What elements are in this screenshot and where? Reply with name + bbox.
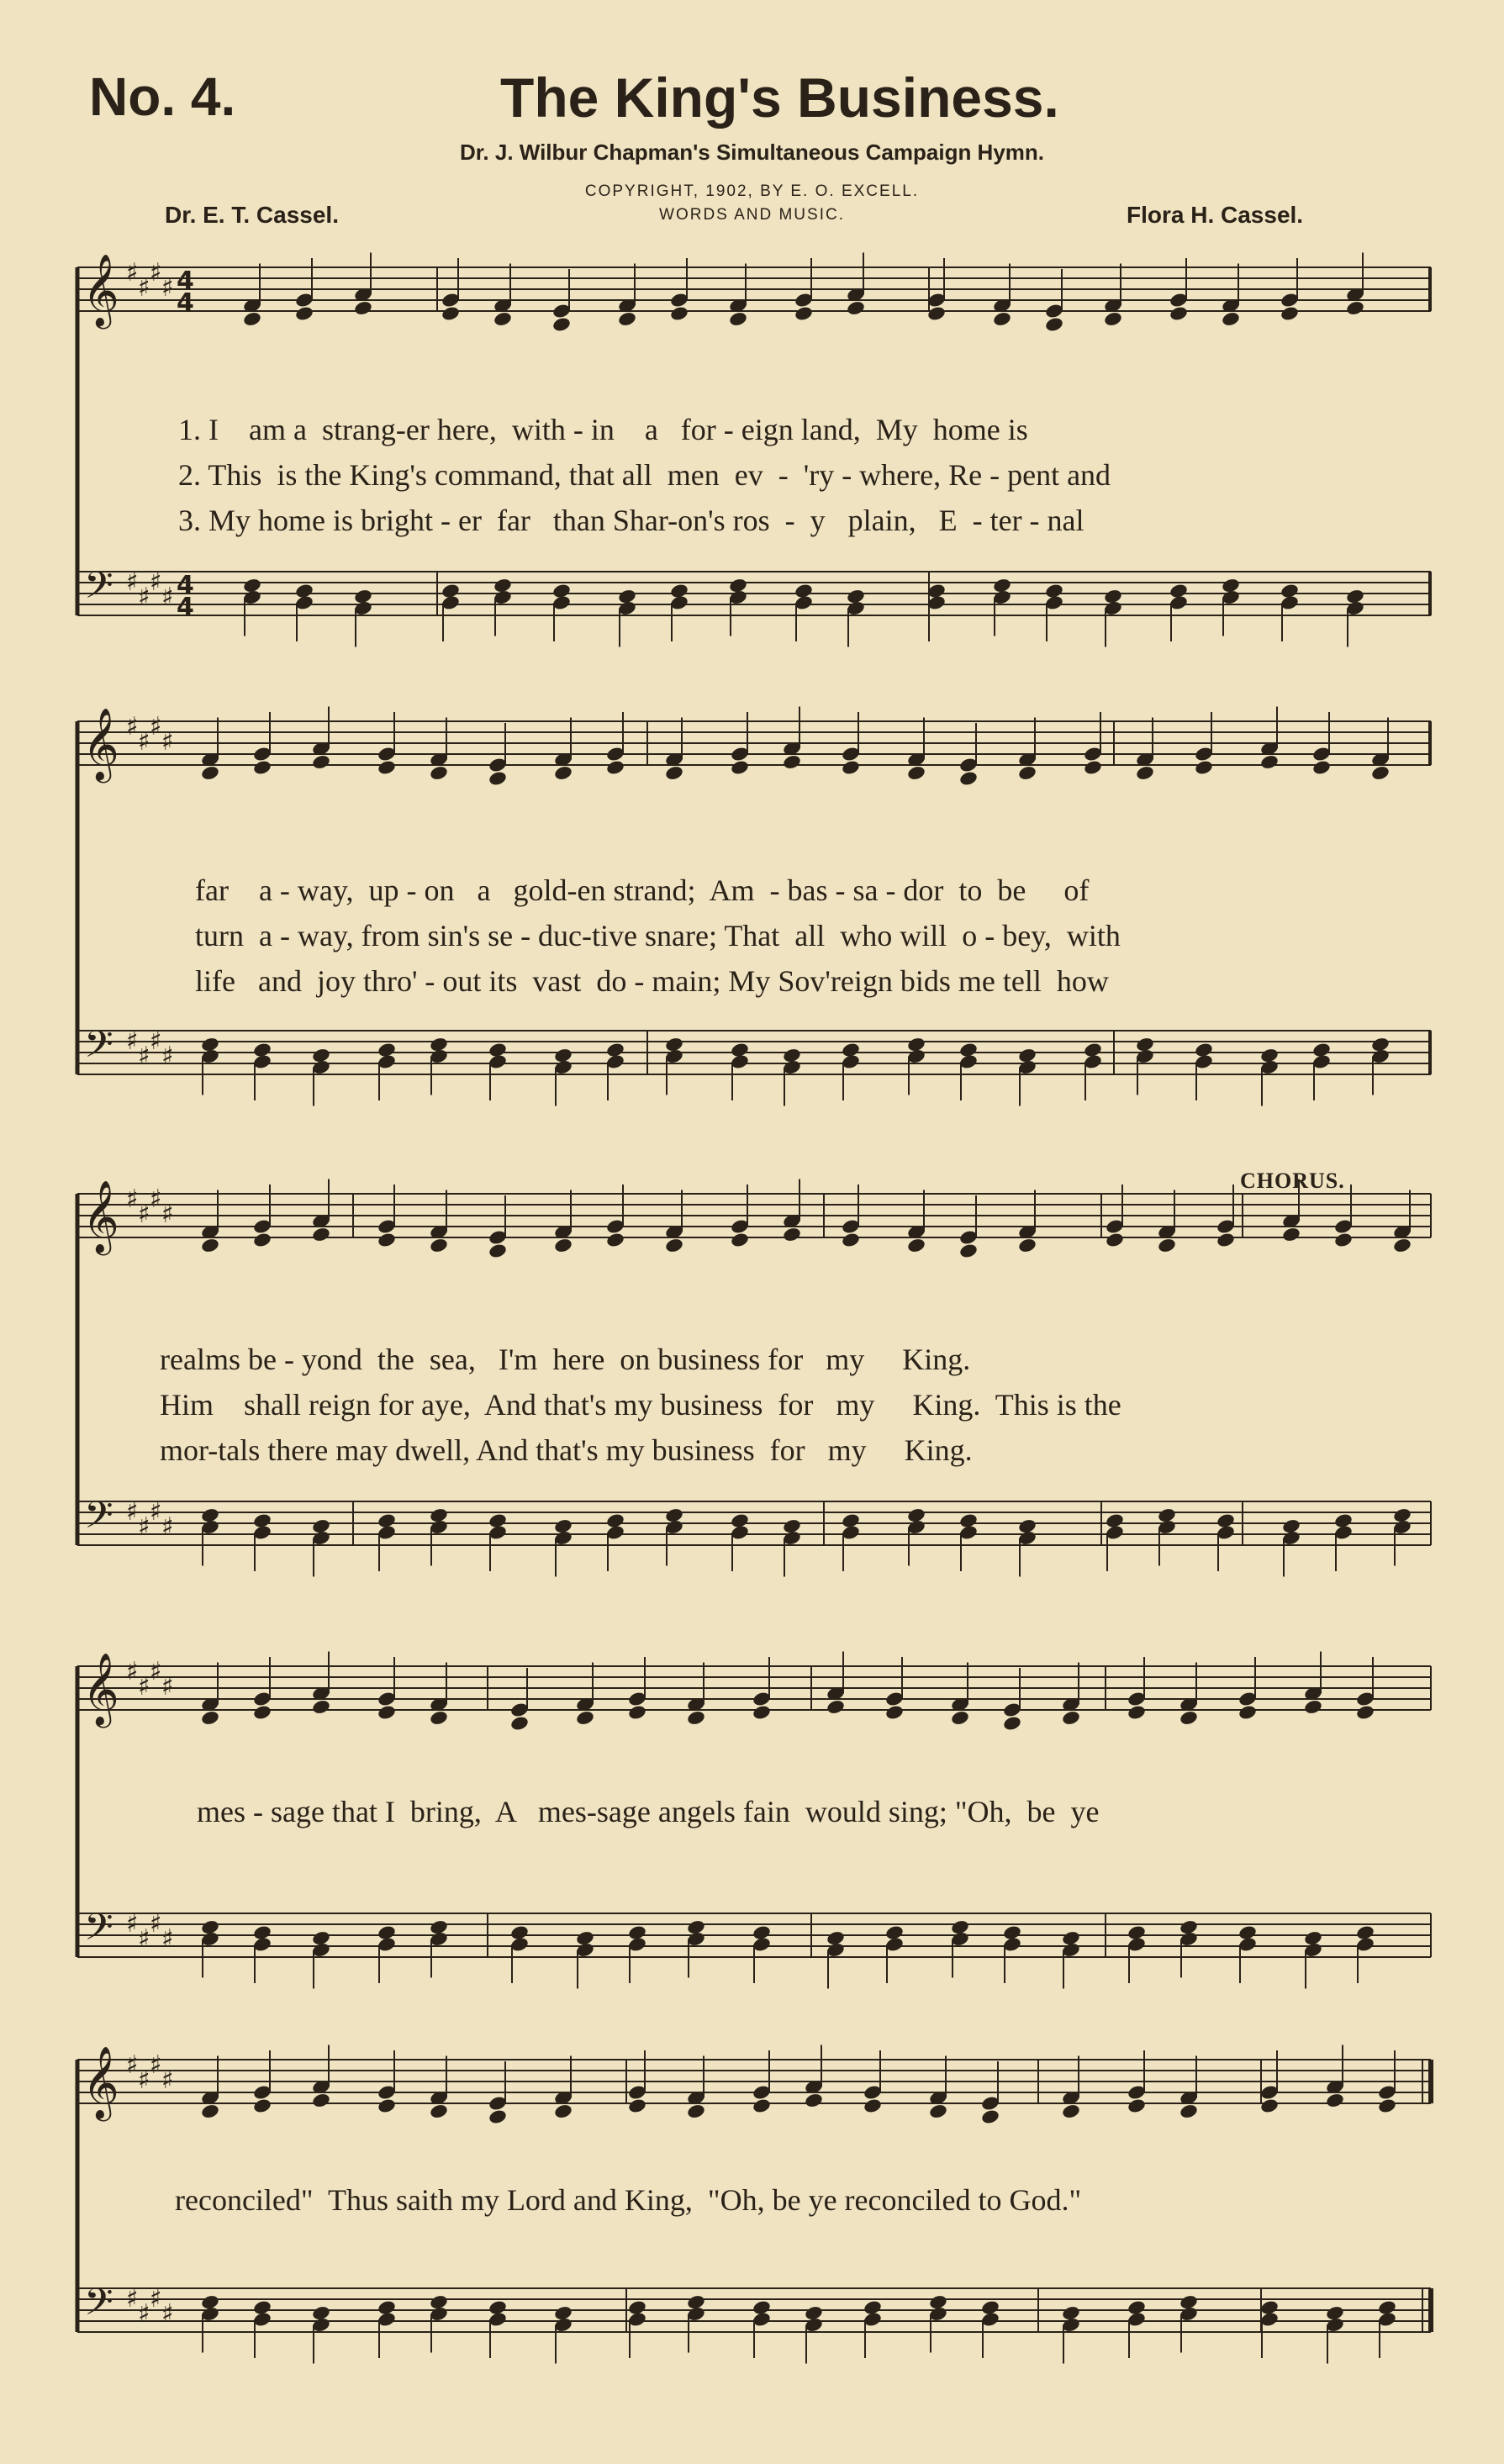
note-head xyxy=(200,1237,220,1254)
note-head xyxy=(782,754,802,771)
note-head xyxy=(928,2103,948,2120)
note-head xyxy=(1392,1237,1412,1254)
note-head xyxy=(1083,759,1103,776)
sharp-sign: ♯ xyxy=(138,1512,150,1542)
note-head xyxy=(311,1227,331,1243)
note-head xyxy=(1061,2103,1081,2120)
note-head xyxy=(553,2103,573,2120)
sharp-sign: ♯ xyxy=(161,1200,174,1229)
note-head xyxy=(1194,759,1214,776)
sharp-sign: ♯ xyxy=(126,2284,139,2314)
note-head xyxy=(664,1237,684,1254)
sharp-sign: ♯ xyxy=(150,2284,162,2314)
note-head xyxy=(958,1243,979,1259)
sharp-sign: ♯ xyxy=(138,727,150,757)
copyright-line-1: COPYRIGHT, 1902, BY E. O. EXCELL. xyxy=(584,182,920,200)
sharp-sign: ♯ xyxy=(150,712,162,741)
note-head xyxy=(488,2108,508,2125)
note-head xyxy=(980,2108,1000,2125)
note-head xyxy=(1179,2103,1199,2120)
treble-clef: 𝄞 xyxy=(82,2046,119,2118)
sharp-sign: ♯ xyxy=(150,1657,162,1686)
note-head xyxy=(1169,305,1189,322)
sharp-sign: ♯ xyxy=(138,1672,150,1702)
sharp-sign: ♯ xyxy=(126,1657,139,1686)
chorus-label: CHORUS. xyxy=(1240,1169,1345,1193)
note-head xyxy=(1345,300,1365,317)
bass-clef: 𝄢 xyxy=(84,1493,113,1546)
note-head xyxy=(377,759,397,776)
note-head xyxy=(200,2103,220,2120)
sharp-sign: ♯ xyxy=(126,567,139,597)
note-head xyxy=(1135,765,1155,782)
note-head xyxy=(200,765,220,782)
sharp-sign: ♯ xyxy=(138,2299,150,2329)
lyric-line: 2. This is the King's command, that all men ev - 'ry - where, Re - pent and xyxy=(178,458,1111,492)
bass-clef: 𝄢 xyxy=(84,1905,113,1958)
note-head xyxy=(958,770,979,787)
sharp-sign: ♯ xyxy=(138,583,150,612)
note-head xyxy=(730,759,750,776)
lyric-line: life and joy thro' - out its vast do - main; My Sov'reign bids me tell how xyxy=(195,964,1109,998)
sharp-sign: ♯ xyxy=(126,712,139,741)
sharp-sign: ♯ xyxy=(126,1497,139,1527)
bass-clef: 𝄢 xyxy=(84,2280,113,2333)
note-head xyxy=(377,1704,397,1721)
bass-clef: 𝄢 xyxy=(84,563,113,616)
note-head xyxy=(906,1237,926,1254)
note-head xyxy=(804,2092,824,2109)
note-head xyxy=(1127,2097,1147,2114)
sharp-sign: ♯ xyxy=(161,727,174,757)
sharp-sign: ♯ xyxy=(150,2050,162,2080)
lyric-line: reconciled" Thus saith my Lord and King, "Oh, be ye reconciled to God." xyxy=(175,2183,1082,2217)
sharp-sign: ♯ xyxy=(161,1924,174,1954)
note-head xyxy=(906,765,926,782)
lyric-line: realms be - yond the sea, I'm here on business for my King. xyxy=(160,1343,971,1376)
treble-clef: 𝄞 xyxy=(82,1653,119,1725)
note-head xyxy=(627,1704,647,1721)
note-head xyxy=(841,1232,861,1248)
sharp-sign: ♯ xyxy=(138,1200,150,1229)
sharp-sign: ♯ xyxy=(150,1497,162,1527)
note-head xyxy=(1157,1237,1177,1254)
sharp-sign: ♯ xyxy=(161,273,174,303)
note-head xyxy=(1370,765,1391,782)
note-head xyxy=(617,311,637,328)
note-head xyxy=(1103,311,1123,328)
bass-clef: 𝄢 xyxy=(84,1022,113,1075)
note-head xyxy=(686,2103,706,2120)
note-head xyxy=(752,2097,772,2114)
note-head xyxy=(252,1704,272,1721)
lyric-line: far a - way, up - on a gold-en strand; Am - bas - sa - dor to be of xyxy=(195,873,1090,907)
sharp-sign: ♯ xyxy=(138,1042,150,1071)
note-head xyxy=(1017,765,1037,782)
note-head xyxy=(1044,316,1064,333)
note-head xyxy=(242,311,262,328)
note-head xyxy=(1325,2092,1345,2109)
note-head xyxy=(826,1699,846,1716)
sharp-sign: ♯ xyxy=(150,1909,162,1939)
note-head xyxy=(794,305,814,322)
copyright-line-2: WORDS AND MUSIC. xyxy=(659,206,845,224)
note-head xyxy=(846,300,866,317)
note-head xyxy=(1280,305,1300,322)
note-head xyxy=(1333,1232,1354,1248)
note-head xyxy=(488,1243,508,1259)
note-head xyxy=(950,1710,970,1727)
note-head xyxy=(488,770,508,787)
note-head xyxy=(841,759,861,776)
note-head xyxy=(1002,1715,1022,1732)
note-head xyxy=(1221,311,1241,328)
note-head xyxy=(429,1710,449,1727)
lyricist-credit: Flora H. Cassel. xyxy=(1127,202,1304,228)
sharp-sign: ♯ xyxy=(161,2066,174,2095)
note-head xyxy=(377,1232,397,1248)
sharp-sign: ♯ xyxy=(161,1672,174,1702)
note-head xyxy=(782,1227,802,1243)
sharp-sign: ♯ xyxy=(126,1026,139,1056)
lyric-line: Him shall reign for aye, And that's my business for my King. This is the xyxy=(160,1388,1121,1422)
note-head xyxy=(441,305,461,322)
note-head xyxy=(664,765,684,782)
note-head xyxy=(553,765,573,782)
note-head xyxy=(311,2092,331,2109)
note-head xyxy=(252,2097,272,2114)
sharp-sign: ♯ xyxy=(161,2299,174,2329)
note-head xyxy=(1281,1227,1301,1243)
note-head xyxy=(353,300,373,317)
note-head xyxy=(605,759,625,776)
note-head xyxy=(294,305,314,322)
note-head xyxy=(553,1237,573,1254)
sharp-sign: ♯ xyxy=(150,567,162,597)
time-signature: 4 xyxy=(177,593,194,622)
lyric-line: turn a - way, from sin's se - duc-tive snare; That all who will o - bey, with xyxy=(195,919,1121,952)
note-head xyxy=(551,316,572,333)
sharp-sign: ♯ xyxy=(138,1924,150,1954)
note-head xyxy=(509,1715,530,1732)
lyric-line: 1. I am a strang-er here, with - in a for - eign land, My home is xyxy=(178,413,1028,446)
note-head xyxy=(575,1710,595,1727)
note-head xyxy=(863,2097,883,2114)
hymn-number: No. 4. xyxy=(89,66,236,127)
sharp-sign: ♯ xyxy=(138,2066,150,2095)
time-signature: 4 xyxy=(177,288,194,318)
note-head xyxy=(200,1710,220,1727)
note-head xyxy=(429,1237,449,1254)
note-head xyxy=(429,765,449,782)
time-signature: 4 xyxy=(177,571,194,600)
sharp-sign: ♯ xyxy=(126,2050,139,2080)
sharp-sign: ♯ xyxy=(126,258,139,288)
note-head xyxy=(1311,759,1332,776)
note-head xyxy=(669,305,689,322)
note-head xyxy=(730,1232,750,1248)
note-head xyxy=(686,1710,706,1727)
note-head xyxy=(1259,2097,1280,2114)
note-head xyxy=(311,1699,331,1716)
hymn-title: The King's Business. xyxy=(500,66,1059,129)
hymn-subtitle: Dr. J. Wilbur Chapman's Simultaneous Campaign Hymn. xyxy=(459,140,1045,165)
sharp-sign: ♯ xyxy=(150,258,162,288)
note-head xyxy=(884,1704,905,1721)
treble-clef: 𝄞 xyxy=(82,1180,119,1253)
time-signature: 4 xyxy=(177,266,194,296)
note-head xyxy=(627,2097,647,2114)
sharp-sign: ♯ xyxy=(150,1026,162,1056)
sharp-sign: ♯ xyxy=(161,583,174,612)
sharp-sign: ♯ xyxy=(138,273,150,303)
note-head xyxy=(1179,1710,1199,1727)
treble-clef: 𝄞 xyxy=(82,254,119,326)
note-head xyxy=(1355,1704,1375,1721)
note-head xyxy=(377,2097,397,2114)
note-head xyxy=(1259,754,1280,771)
lyric-line: mes - sage that I bring, A mes-sage angels fain would sing; "Oh, be ye xyxy=(197,1795,1100,1828)
note-head xyxy=(1127,1704,1147,1721)
note-head xyxy=(493,311,513,328)
note-head xyxy=(1061,1710,1081,1727)
composer-credit: Dr. E. T. Cassel. xyxy=(165,202,339,228)
note-head xyxy=(1105,1232,1125,1248)
note-head xyxy=(1303,1699,1323,1716)
note-head xyxy=(992,311,1012,328)
treble-clef: 𝄞 xyxy=(82,708,119,780)
note-head xyxy=(252,759,272,776)
note-head xyxy=(1216,1232,1236,1248)
lyric-line: mor-tals there may dwell, And that's my business for my King. xyxy=(160,1433,973,1467)
note-head xyxy=(752,1704,772,1721)
sharp-sign: ♯ xyxy=(161,1512,174,1542)
note-head xyxy=(311,754,331,771)
note-head xyxy=(1377,2097,1397,2114)
sharp-sign: ♯ xyxy=(150,1185,162,1214)
sharp-sign: ♯ xyxy=(126,1909,139,1939)
note-head xyxy=(728,311,748,328)
note-head xyxy=(605,1232,625,1248)
note-head xyxy=(429,2103,449,2120)
lyric-line: 3. My home is bright - er far than Shar-on's ros - y plain, E - ter - nal xyxy=(178,504,1084,537)
note-head xyxy=(252,1232,272,1248)
note-head xyxy=(1238,1704,1258,1721)
sharp-sign: ♯ xyxy=(161,1042,174,1071)
sharp-sign: ♯ xyxy=(126,1185,139,1214)
note-head xyxy=(1017,1237,1037,1254)
